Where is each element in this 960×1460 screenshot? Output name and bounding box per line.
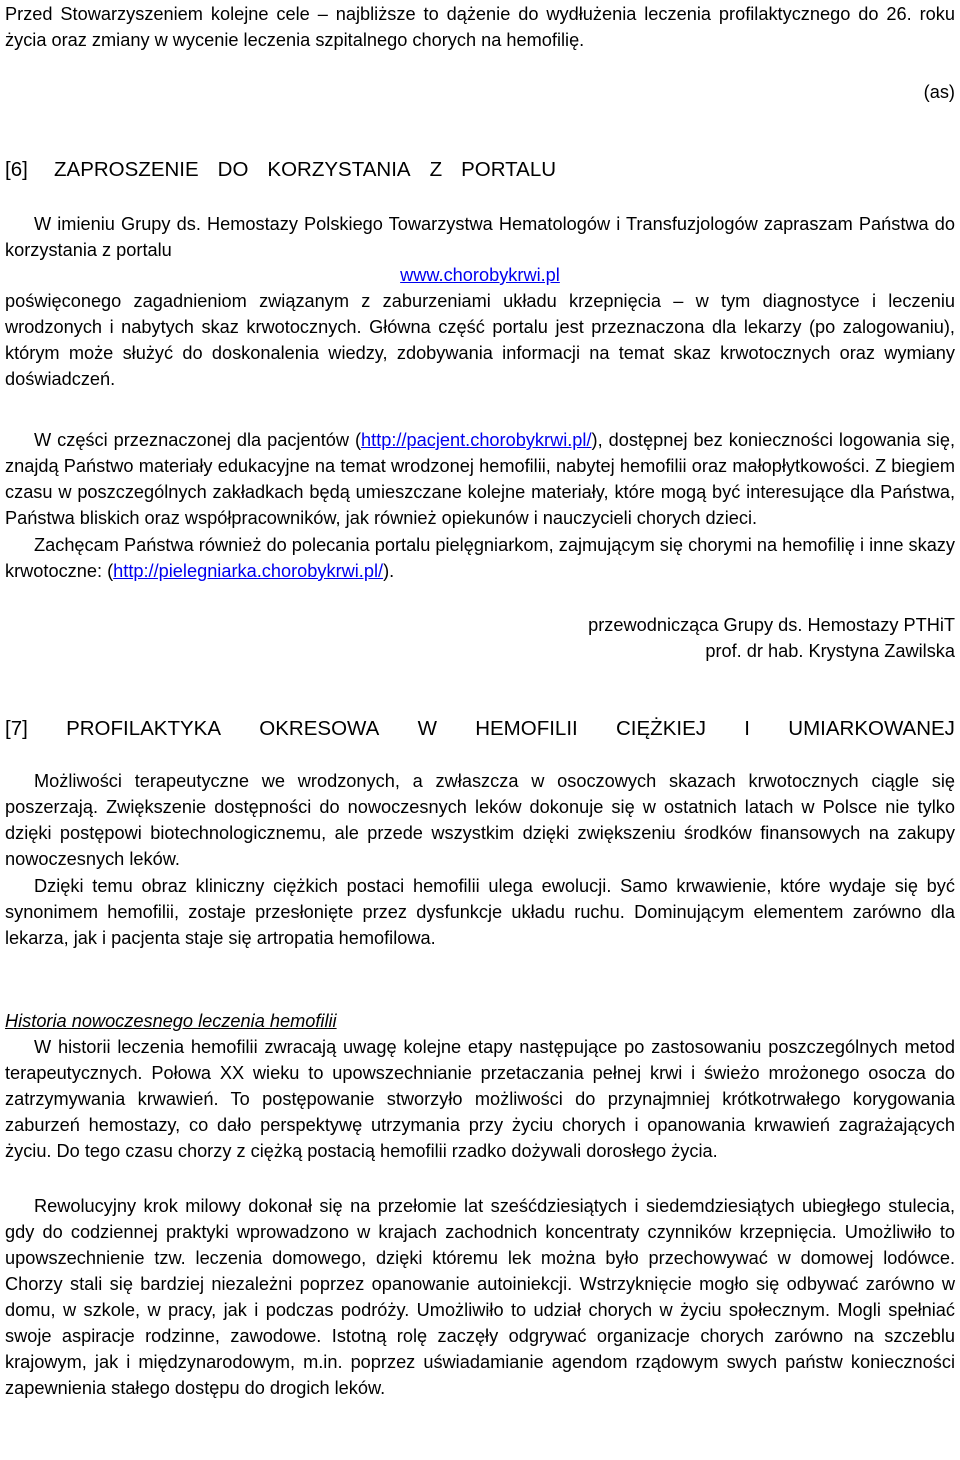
- section7-title-word: PROFILAKTYKA: [66, 717, 222, 740]
- section7-paragraph-therapy: Możliwości terapeutyczne we wrodzonych, a zwłaszcza w osoczowych skazach krwotocznych ciągle się poszerzają. Zwiększenie dostępności do nowoczesnych leków dokonuje się w ostatnich latach w Polsce nie tylko dzięki postępowi biotechnologicznemu, ale przede wszystkim dzięki zwiększeniu środków finansowych na zakupy nowoczesnych leków.: [5, 771, 955, 869]
- section7-title-word: CIĘŻKIEJ: [616, 717, 706, 740]
- patients-text-after: ), dostępnej bez konieczności logowania się, znajdą Państwo materiały edukacyjne na temat wrodzonej hemofilii, nabytej hemofilii oraz małopłytkowości. Z biegiem czasu w poszczególnych zakładkach będą umieszczane kolejne materiały, które mogą być interesujące dla Państwa, Państwa bliskich oraz współpracowników, jak również opiekunów i nauczycieli chorych dzieci.: [5, 430, 955, 528]
- section7-paragraph-history: W historii leczenia hemofilii zwracają uwagę kolejne etapy następujące po zastosowaniu poszczególnych metod terapeutycznych. Połowa XX wieku to upowszechnianie przetaczania pełnej krwi i świeżo mrożonego osocza do zatrzymywania krwawień. To postępowanie stworzyło możliwości do przynajmniej krótkotrwałego korygowania zaburzeń hemostazy, co dało perspektywę utrzymania przy życiu chorych i opanowania krwawień zagrażających życiu. Do tego czasu chorzy z ciężką postacią hemofilii rzadko dożywali dorosłego życia.: [5, 1037, 955, 1161]
- section6-paragraph-invite: W imieniu Grupy ds. Hemostazy Polskiego Towarzystwa Hematologów i Transfuzjologów zapraszam Państwa do korzystania z portalu: [5, 214, 955, 260]
- signature-role: przewodnicząca Grupy ds. Hemostazy PTHiT: [588, 615, 955, 635]
- section7-title-word: I: [744, 717, 750, 740]
- patients-text-before: W części przeznaczonej dla pacjentów (: [34, 430, 362, 450]
- section6-title-word: DO: [217, 158, 249, 181]
- section6-paragraph-nurses: [5, 532, 955, 584]
- section6-paragraph-patients: [5, 427, 955, 531]
- nurses-text-after: ).: [383, 561, 395, 581]
- section7-number: [7]: [5, 717, 28, 740]
- section7-title-word: OKRESOWA: [259, 717, 380, 740]
- section7-paragraph-clinical: Dzięki temu obraz kliniczny ciężkich postaci hemofilii ulega ewolucji. Samo krwawienie, które wydaje się być synonimem hemofilii, zostaje przesłonięte przez dysfunkcje układu ruchu. Dominującym elementem zarówno dla lekarza, jak i pacjenta staje się artropatia hemofilowa.: [5, 876, 955, 948]
- section6-heading: [5, 156, 556, 184]
- intro-paragraph: Przed Stowarzyszeniem kolejne cele – najbliższe to dążenie do wydłużenia leczenia profilaktycznego do 26. roku życia oraz zmiany w wycenie leczenia szpitalnego chorych na hemofilię.: [5, 4, 955, 50]
- section7-paragraph-revolution: Rewolucyjny krok milowy dokonał się na przełomie lat sześćdziesiątych i siedemdziesiątych ubiegłego stulecia, gdy do codziennej praktyki wprowadzono w krajach zachodnich koncentraty czynników krzepnięcia. Umożliwiło to upowszechnienie tzw. leczenia domowego, dzięki któremu lek można było przechowywać w domowej lodówce. Chorzy stali się bardziej niezależni poprzez opanowanie autoiniekcji. Wstrzyknięcie mogło się odbywać zarówno w domu, w szkole, w pracy, jak i podczas podróży. Umożliwiło to udział chorych w życiu społecznym. Mogli spełniać swoje aspiracje rodzinne, zawodowe. Istotną rolę zaczęły odgrywać organizacje chorych zarówno na szczeblu krajowym, jak i międzynarodowym, m.in. poprzez uświadamianie agendom rządowym swych państw konieczności zapewnienia stałego dostępu do drogich leków.: [5, 1196, 955, 1398]
- section7-title-word: W: [417, 717, 437, 740]
- section6-title-word: Z: [429, 158, 443, 181]
- section6-number: [6]: [5, 158, 28, 181]
- history-subheading: Historia nowoczesnego leczenia hemofilii: [5, 1011, 337, 1031]
- pielegniarka-link[interactable]: http://pielegniarka.chorobykrwi.pl/: [113, 561, 384, 581]
- section6-title-word: KORZYSTANIA: [267, 158, 411, 181]
- intro-signature: (as): [923, 82, 955, 102]
- section6-title-word: PORTALU: [461, 158, 557, 181]
- nurses-text-before: Zachęcam Państwa również do polecania portalu pielęgniarkom, zajmującym się chorymi na hemofilię i inne skazy krwotoczne: (: [5, 535, 955, 581]
- section6-title-word: ZAPROSZENIE: [54, 158, 199, 181]
- pacjent-link[interactable]: http://pacjent.chorobykrwi.pl/: [361, 430, 592, 450]
- section7-title-word: UMIARKOWANEJ: [788, 717, 955, 740]
- portal-link-line: [5, 262, 955, 288]
- section6-paragraph-portal: poświęconego zagadnieniom związanym z zaburzeniami układu krzepnięcia – w tym diagnostyce i leczeniu wrodzonych i nabytych skaz krwotocznych. Główna część portalu jest przeznaczona dla lekarzy (po zalogowaniu), którym może służyć do doskonalenia wiedzy, zdobywania informacji na temat skaz krwotocznych oraz wymiany doświadczeń.: [5, 291, 955, 389]
- portal-link[interactable]: www.chorobykrwi.pl: [400, 265, 560, 285]
- section7-title-word: HEMOFILII: [475, 717, 578, 740]
- signature-name: prof. dr hab. Krystyna Zawilska: [705, 641, 955, 661]
- section7-heading: [5, 715, 955, 743]
